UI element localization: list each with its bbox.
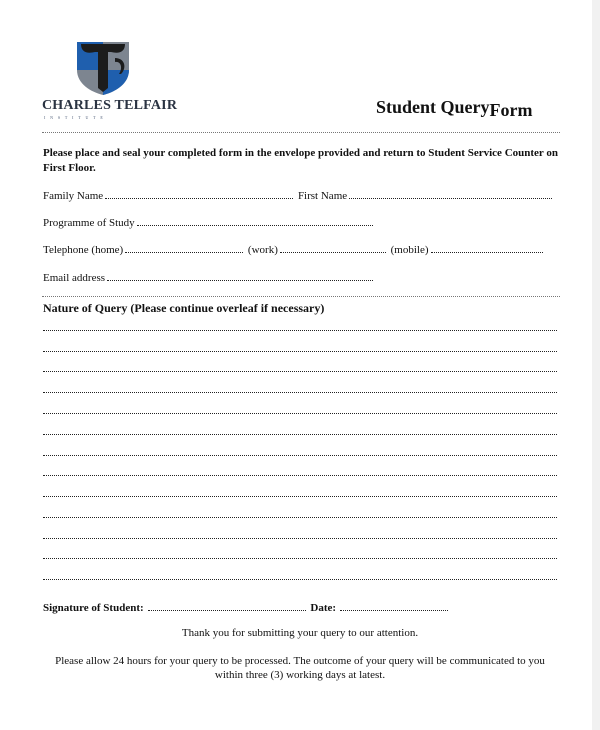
programme-label: Programme of Study <box>43 217 135 229</box>
section-divider <box>42 296 560 297</box>
family-name-field[interactable] <box>105 187 293 199</box>
signature-field[interactable] <box>148 599 306 611</box>
title-part-1: Student Query <box>376 97 490 117</box>
header-divider <box>42 132 560 133</box>
page-title <box>376 97 533 118</box>
query-line[interactable] <box>43 538 557 539</box>
date-field[interactable] <box>340 599 448 611</box>
query-line[interactable] <box>43 558 557 559</box>
instruction-text: Please place and seal your completed form in the envelope provided and return to Student Service Counter on First Floor. <box>43 147 558 174</box>
thanks-text: Thank you for submitting your query to our attention. <box>181 627 419 639</box>
shield-logo-icon <box>75 40 131 96</box>
date-label: Date: <box>310 602 337 614</box>
telephone-home-label: Telephone (home) <box>43 244 124 256</box>
telephone-row <box>43 241 545 256</box>
telephone-mobile-field[interactable] <box>431 241 543 253</box>
query-line[interactable] <box>43 351 557 352</box>
first-name-label: First Name <box>297 190 348 202</box>
query-line[interactable] <box>43 496 557 497</box>
family-name-label: Family Name <box>43 190 104 202</box>
telephone-work-label: (work) <box>247 244 278 256</box>
org-subname: INSTITUTE <box>44 115 108 120</box>
query-line[interactable] <box>43 475 557 476</box>
query-line[interactable] <box>43 517 557 518</box>
query-line[interactable] <box>43 455 557 456</box>
query-line[interactable] <box>43 434 557 435</box>
programme-row <box>43 214 375 229</box>
query-line[interactable] <box>43 413 557 414</box>
processing-note: Please allow 24 hours for your query to be processed. The outcome of your query will be communicated to you within three (3) working days at latest. <box>55 655 545 681</box>
query-line[interactable] <box>43 579 557 580</box>
telephone-work-field[interactable] <box>280 241 386 253</box>
programme-field[interactable] <box>137 214 373 226</box>
query-line[interactable] <box>43 371 557 372</box>
telephone-home-field[interactable] <box>125 241 243 253</box>
institute-logo <box>42 40 178 122</box>
signature-label: Signature of Student: <box>43 602 144 614</box>
email-row <box>43 269 375 284</box>
query-line[interactable] <box>43 392 557 393</box>
first-name-field[interactable] <box>349 187 552 199</box>
query-section-title: Nature of Query (Please continue overleaf if necessary) <box>43 301 325 315</box>
signature-row <box>43 599 450 614</box>
email-label: Email address <box>43 272 106 284</box>
name-row <box>43 187 554 202</box>
page-edge <box>592 0 600 730</box>
title-part-2: Form <box>489 100 533 120</box>
telephone-mobile-label: (mobile) <box>390 244 429 256</box>
query-line[interactable] <box>43 330 557 331</box>
org-name: CHARLES TELFAIR <box>42 98 178 113</box>
email-field[interactable] <box>107 269 373 281</box>
